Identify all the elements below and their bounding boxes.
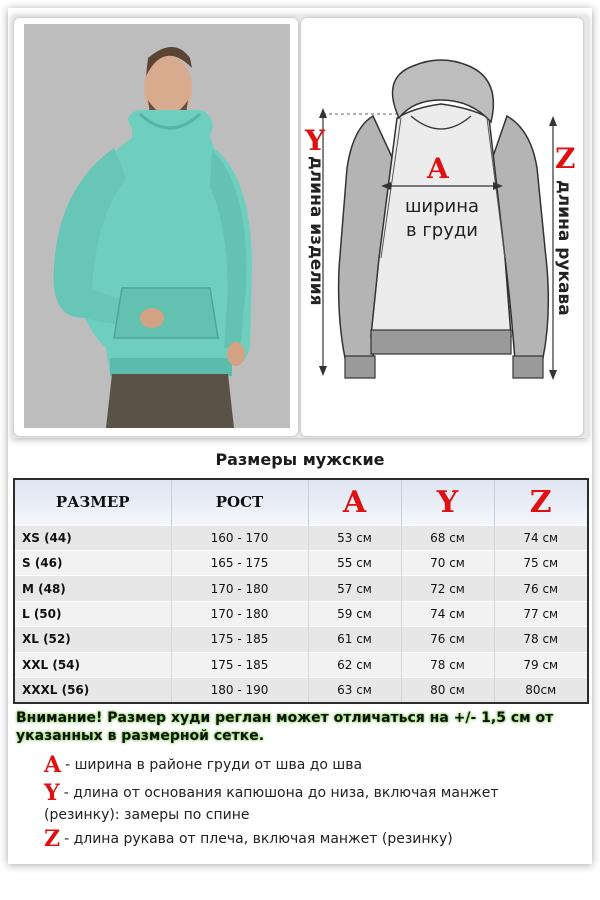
table-row xyxy=(14,627,588,652)
size-table xyxy=(13,478,589,704)
cell-height: 165 - 175 xyxy=(171,550,308,575)
cell-y: 78 см xyxy=(401,652,494,677)
table-row xyxy=(14,550,588,575)
cell-height: 175 - 185 xyxy=(171,652,308,677)
legend-text-a: - ширина в районе груди от шва до шва xyxy=(65,757,363,773)
cell-a: 57 см xyxy=(308,576,401,601)
diagram-letter-y: Y xyxy=(305,124,325,157)
cell-y: 80 см xyxy=(401,678,494,703)
cell-size: S (46) xyxy=(14,550,171,575)
cell-a: 55 см xyxy=(308,550,401,575)
cell-height: 175 - 185 xyxy=(171,627,308,652)
cell-y: 72 см xyxy=(401,576,494,601)
legend-item-z xyxy=(44,828,564,850)
legend-letter-a: A xyxy=(44,752,62,778)
cell-a: 63 см xyxy=(308,678,401,703)
header-a: A xyxy=(308,479,401,525)
table-row xyxy=(14,652,588,677)
cell-size: L (50) xyxy=(14,601,171,626)
cell-size: XL (52) xyxy=(14,627,171,652)
cell-z: 76 см xyxy=(494,576,588,601)
legend-letter-z: Z xyxy=(44,826,61,852)
cell-z: 77 см xyxy=(494,601,588,626)
cell-z: 79 см xyxy=(494,652,588,677)
cell-size: XXL (54) xyxy=(14,652,171,677)
cell-size: XXXL (56) xyxy=(14,678,171,703)
diagram-sleeve-label: длина рукава xyxy=(554,180,574,316)
cell-z: 78 см xyxy=(494,627,588,652)
cell-a: 62 см xyxy=(308,652,401,677)
cell-size: XS (44) xyxy=(14,525,171,550)
table-row xyxy=(14,576,588,601)
cell-height: 180 - 190 xyxy=(171,678,308,703)
diagram-chest-label-1: ширина xyxy=(404,196,480,217)
cell-height: 160 - 170 xyxy=(171,525,308,550)
legend-letter-y: Y xyxy=(44,780,60,806)
header-y: Y xyxy=(401,479,494,525)
cell-z: 74 см xyxy=(494,525,588,550)
diagram-letter-z: Z xyxy=(555,142,576,175)
cell-a: 61 см xyxy=(308,627,401,652)
cell-y: 70 см xyxy=(401,550,494,575)
cell-a: 53 см xyxy=(308,525,401,550)
table-row xyxy=(14,601,588,626)
warning-note: Внимание! Размер худи реглан может отличаться на +/- 1,5 см от указанных в размерной сетке. xyxy=(16,710,554,744)
header-height: РОСТ xyxy=(171,479,308,525)
legend-item-a xyxy=(44,754,564,776)
cell-a: 59 см xyxy=(308,601,401,626)
header-size: РАЗМЕР xyxy=(14,479,171,525)
diagram-length-label: длина изделия xyxy=(306,156,326,306)
cell-z: 80см xyxy=(494,678,588,703)
table-header-row xyxy=(14,479,588,525)
legend-text-z: - длина рукава от плеча, включая манжет (резинку) xyxy=(64,831,453,847)
legend-item-y xyxy=(44,782,564,826)
cell-y: 68 см xyxy=(401,525,494,550)
cell-y: 74 см xyxy=(401,601,494,626)
hoodie-diagram xyxy=(301,18,583,436)
cell-height: 170 - 180 xyxy=(171,601,308,626)
cell-z: 75 см xyxy=(494,550,588,575)
section-title: Размеры мужские xyxy=(215,450,385,469)
table-row xyxy=(14,678,588,703)
header-z: Z xyxy=(494,479,588,525)
table-row xyxy=(14,525,588,550)
cell-size: M (48) xyxy=(14,576,171,601)
diagram-chest-label-2: в груди xyxy=(405,220,479,241)
model-photo xyxy=(14,18,298,436)
legend-text-y: - длина от основания капюшона до низа, включая манжет (резинку): замеры по спине xyxy=(44,785,499,823)
cell-height: 170 - 180 xyxy=(171,576,308,601)
cell-y: 76 см xyxy=(401,627,494,652)
diagram-letter-a: A xyxy=(427,152,449,185)
